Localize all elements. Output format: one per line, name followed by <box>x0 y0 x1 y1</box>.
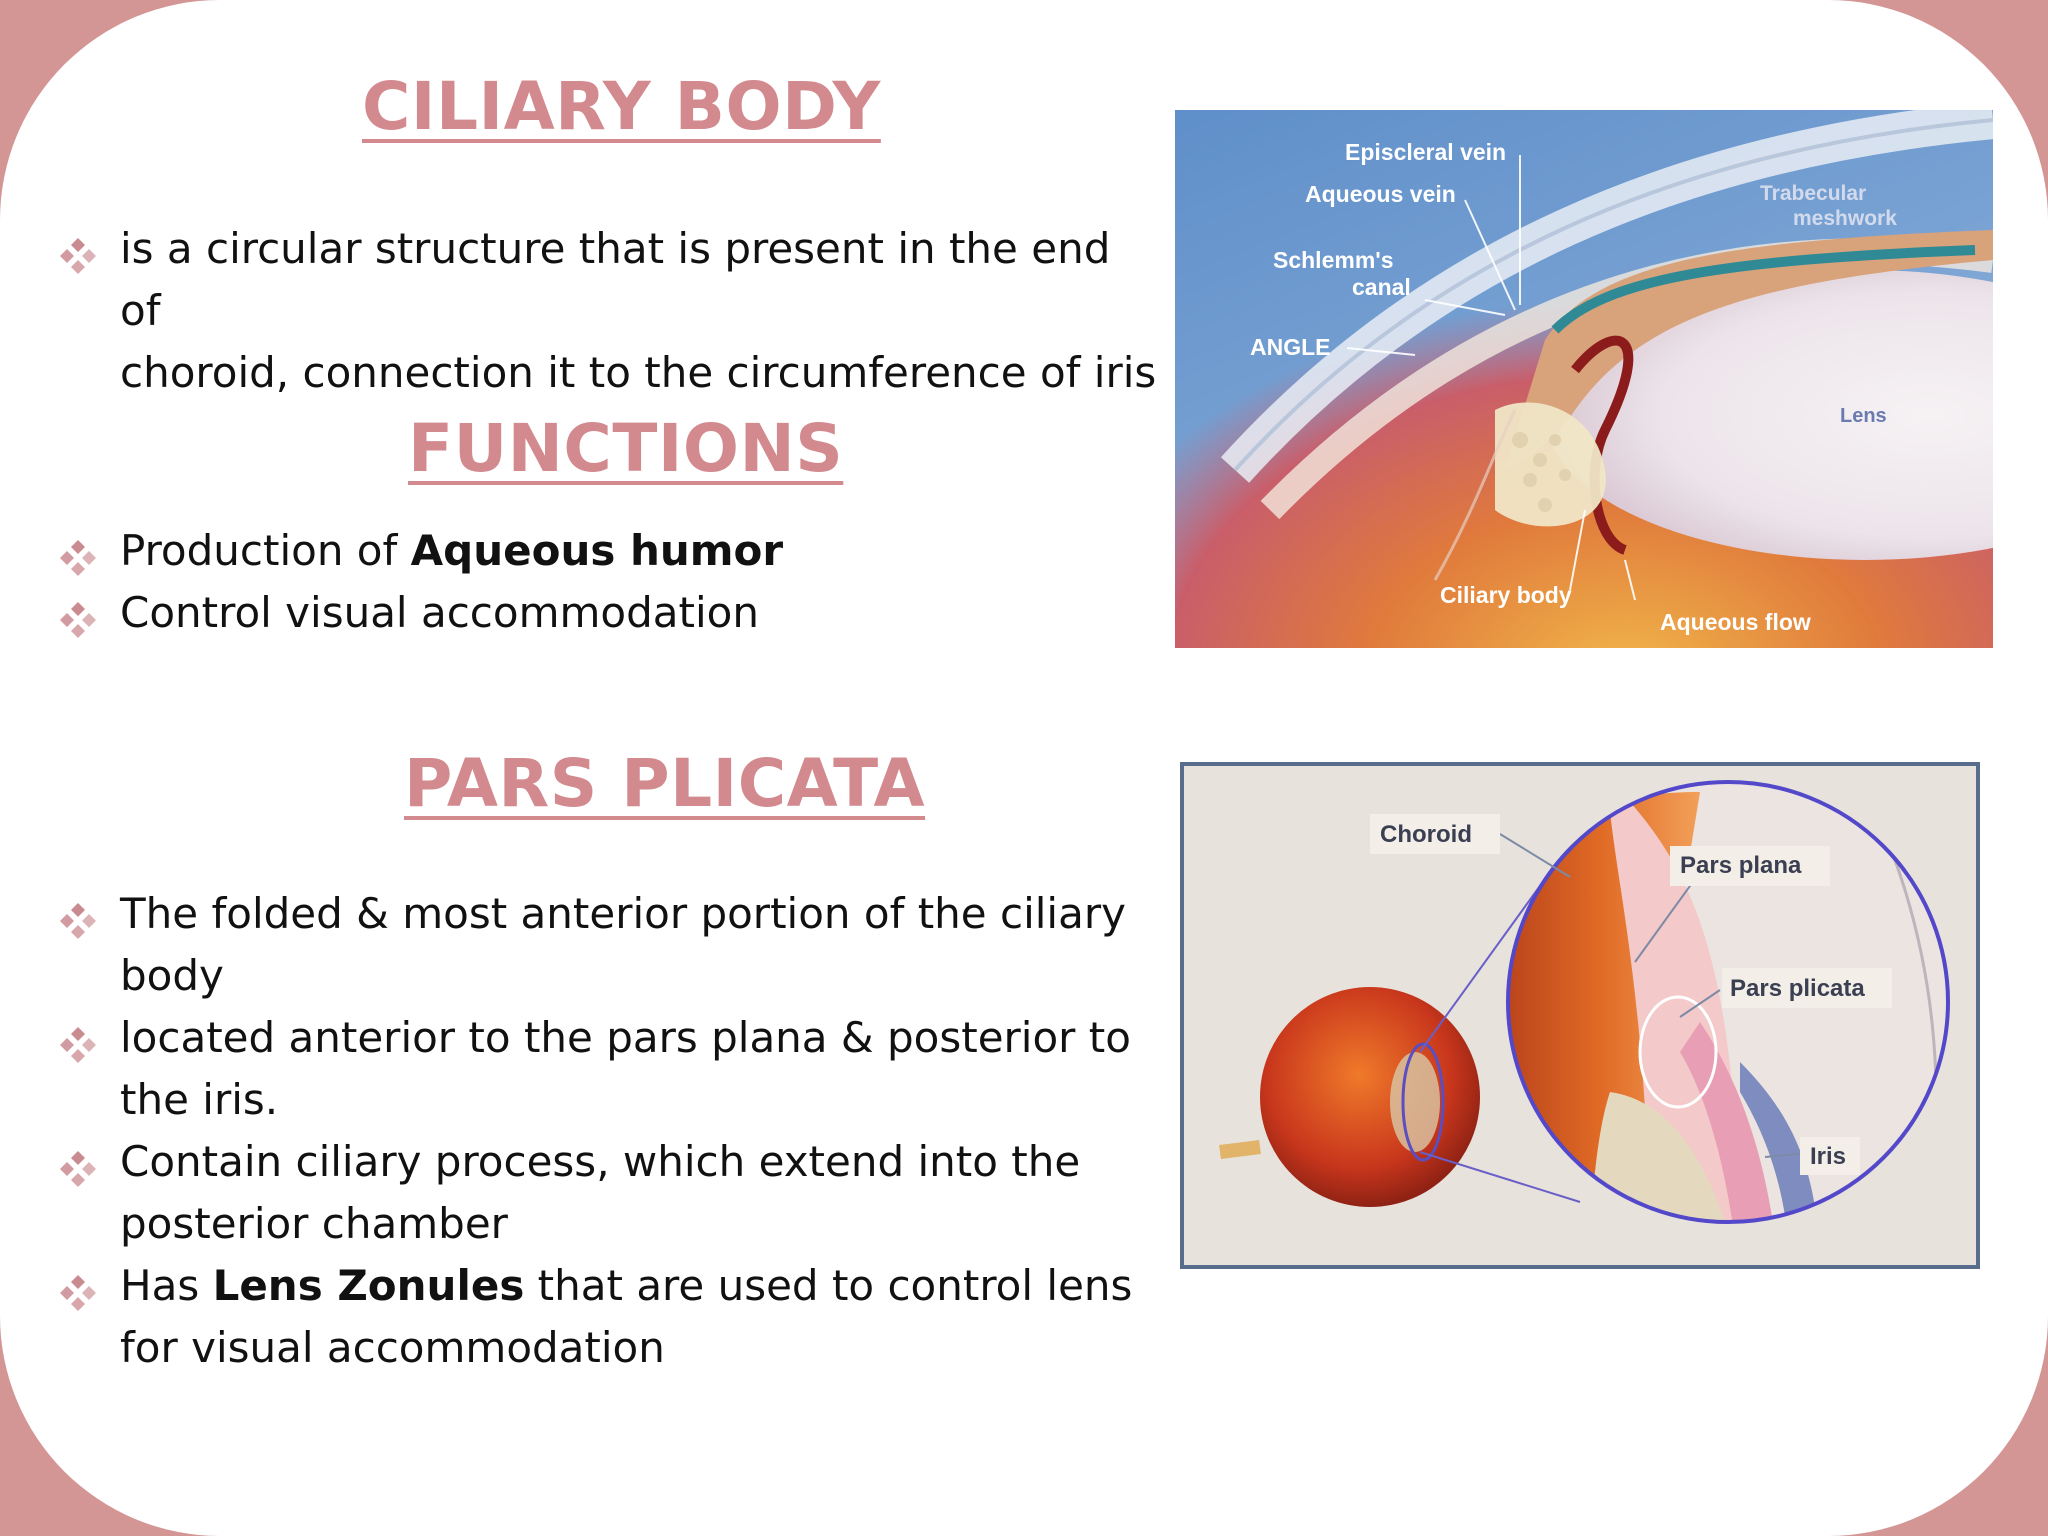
diamond-bullet-icon <box>58 1273 98 1313</box>
label-schlemms-canal-1: Schlemm's <box>1273 247 1394 273</box>
label-box-iris <box>1800 1137 1860 1175</box>
label-trabecular-1: Trabecular <box>1760 182 1867 205</box>
heading-ciliary-body: CILIARY BODY <box>362 68 881 145</box>
diamond-bullet-icon <box>58 1025 98 1065</box>
bullet-line: choroid, connection it to the circumference of iris <box>120 348 1157 397</box>
bullet-line: for visual accommodation <box>120 1323 665 1372</box>
diamond-bullet-icon <box>58 1149 98 1189</box>
label-choroid: Choroid <box>1380 821 1472 848</box>
bullet-line: Contain ciliary process, which extend into the <box>120 1137 1081 1186</box>
bullet-line: the iris. <box>120 1075 279 1124</box>
figure-pars-plicata <box>1180 762 1980 1269</box>
bullet-line: is a circular structure that is present in the end of <box>120 224 1111 335</box>
list-item <box>58 1131 1158 1255</box>
bullet-line: The folded & most anterior portion of the ciliary <box>120 889 1126 938</box>
list-item <box>58 520 1158 582</box>
bullet-text: Has <box>120 1261 213 1310</box>
label-iris: Iris <box>1810 1143 1847 1170</box>
label-angle: ANGLE <box>1250 334 1331 360</box>
label-box-choroid <box>1370 814 1500 854</box>
label-box-pars-plicata <box>1722 968 1892 1008</box>
label-pars-plicata: Pars plicata <box>1730 975 1865 1002</box>
bullet-bold-text: Lens Zonules <box>212 1261 525 1310</box>
label-episcleral-vein: Episcleral vein <box>1345 139 1507 165</box>
list-item <box>58 582 1158 644</box>
diamond-bullet-icon <box>58 538 98 578</box>
diamond-bullet-icon <box>58 901 98 941</box>
label-ciliary-body: Ciliary body <box>1440 582 1572 608</box>
figure-anterior-chamber <box>1175 110 1993 648</box>
label-trabecular-2: meshwork <box>1793 207 1897 230</box>
bullet-line: located anterior to the pars plana & posterior to <box>120 1013 1131 1062</box>
bullet-text: Production of <box>120 526 411 575</box>
list-item <box>58 1255 1158 1379</box>
label-box-pars-plana <box>1670 846 1830 886</box>
bullet-bold-text: Aqueous humor <box>410 526 784 575</box>
list-item <box>58 1007 1158 1131</box>
pars-plicata-illustration <box>1180 762 1980 1269</box>
label-aqueous-vein: Aqueous vein <box>1305 181 1456 207</box>
ciliary-body-list <box>58 218 1158 404</box>
list-item <box>58 218 1158 404</box>
list-item <box>58 883 1158 1007</box>
bullet-line: posterior chamber <box>120 1199 508 1248</box>
label-pars-plana: Pars plana <box>1680 852 1802 879</box>
bullet-line <box>120 1255 1158 1317</box>
label-schlemms-canal-2: canal <box>1352 274 1411 300</box>
functions-list <box>58 520 1158 644</box>
diamond-bullet-icon <box>58 236 98 276</box>
anterior-chamber-illustration <box>1175 110 1993 648</box>
label-aqueous-flow: Aqueous flow <box>1660 609 1811 635</box>
diamond-bullet-icon <box>58 600 98 640</box>
bullet-text: Control visual accommodation <box>120 588 759 637</box>
heading-pars-plicata: PARS PLICATA <box>404 745 926 822</box>
label-lens: Lens <box>1840 405 1887 427</box>
bullet-text: that are used to control lens <box>524 1261 1133 1310</box>
bullet-line: body <box>120 951 224 1000</box>
pars-plicata-list <box>58 883 1158 1379</box>
heading-functions: FUNCTIONS <box>408 410 844 487</box>
